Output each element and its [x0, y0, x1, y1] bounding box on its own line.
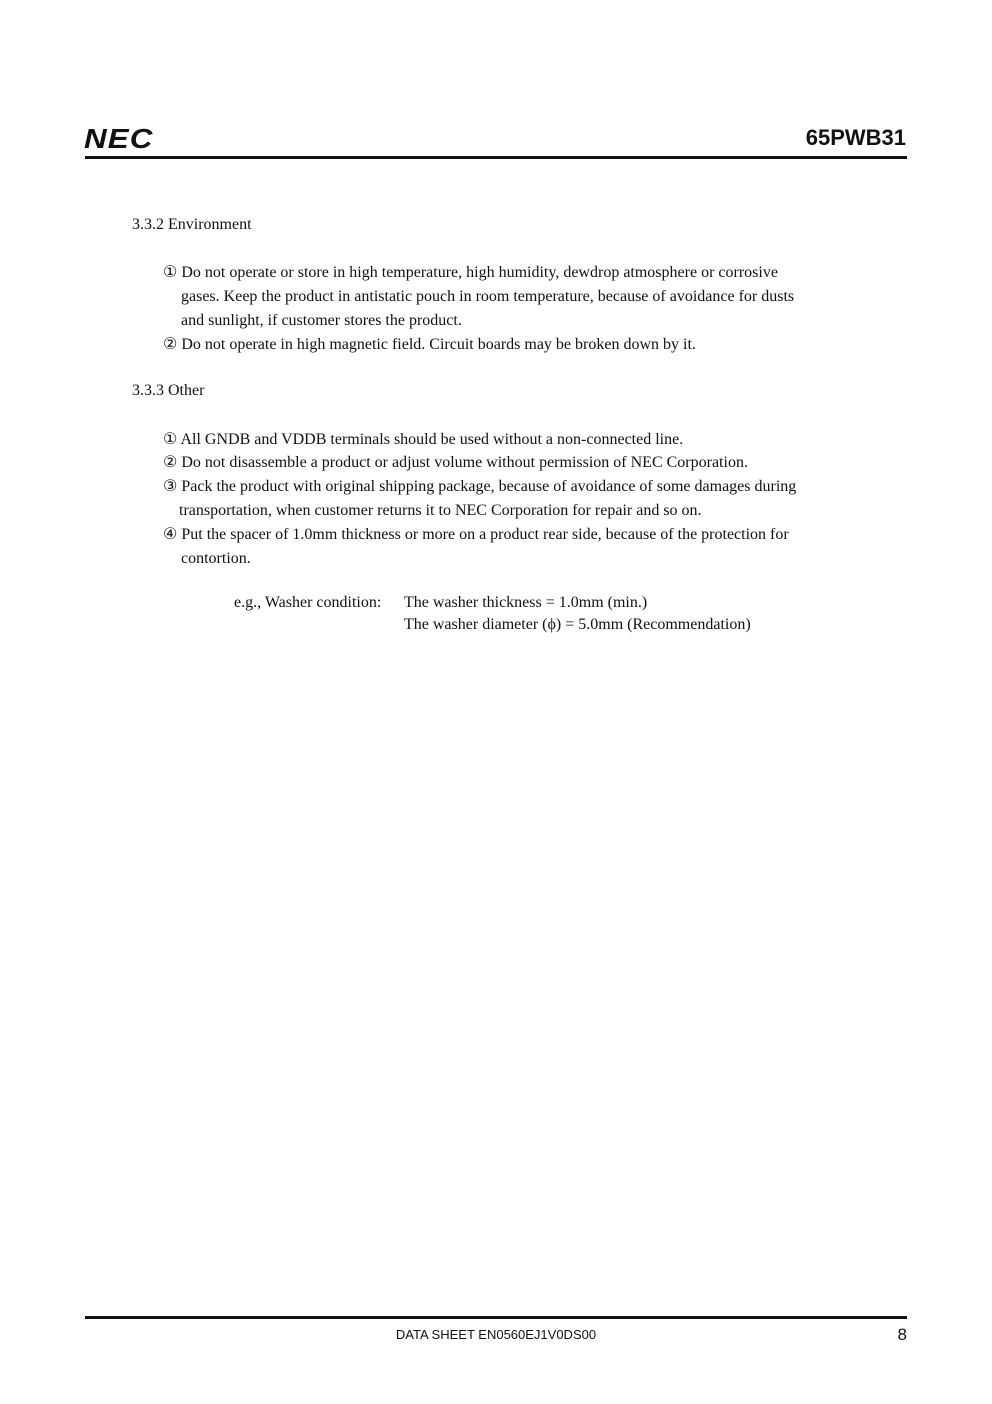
item-text: Pack the product with original shipping package, because of avoidance of some damages during [181, 478, 797, 495]
footer-rule [85, 1316, 907, 1319]
list-item [163, 261, 877, 333]
item-text: Do not operate in high magnetic field. Circuit boards may be broken down by it. [181, 336, 696, 353]
nec-logo: NEC [84, 123, 154, 154]
washer-thickness: The washer thickness = 1.0mm (min.) [404, 594, 648, 611]
list-item [163, 451, 877, 475]
document-id: DATA SHEET EN0560EJ1V0DS00 [395, 1327, 597, 1342]
list-item [163, 428, 877, 452]
item-text-continued: transportation, when customer returns it to NEC Corporation for repair and so on. [179, 502, 702, 519]
item-text: All GNDB and VDDB terminals should be used without a non-connected line. [180, 431, 684, 448]
washer-diameter: The washer diameter (ϕ) = 5.0mm (Recommendation) [404, 616, 751, 633]
item-text-continued: gases. Keep the product in antistatic pouch in room temperature, because of avoidance for dusts [181, 288, 795, 305]
example-label: e.g., Washer condition: [234, 594, 382, 611]
item-marker: ① [163, 431, 178, 448]
item-text: Do not operate or store in high temperature, high humidity, dewdrop atmosphere or corrosive [181, 264, 778, 281]
item-marker: ① [163, 264, 178, 281]
item-text: Do not disassemble a product or adjust volume without permission of NEC Corporation. [181, 454, 748, 471]
section-heading-other: 3.3.3 Other [132, 382, 205, 399]
header-rule [85, 156, 907, 159]
item-text: Put the spacer of 1.0mm thickness or more on a product rear side, because of the protection for [181, 526, 789, 543]
list-item [163, 475, 877, 523]
item-text-continued: and sunlight, if customer stores the product. [181, 312, 462, 329]
page-number: 8 [897, 1325, 907, 1344]
item-marker: ② [163, 336, 178, 353]
list-item [163, 523, 877, 571]
model-number: 65PWB31 [805, 125, 906, 150]
section-heading-environment: 3.3.2 Environment [132, 216, 252, 233]
item-text-continued: contortion. [181, 550, 251, 567]
item-marker: ② [163, 454, 178, 471]
item-marker: ③ [163, 478, 178, 495]
list-item [163, 333, 877, 357]
item-marker: ④ [163, 526, 178, 543]
